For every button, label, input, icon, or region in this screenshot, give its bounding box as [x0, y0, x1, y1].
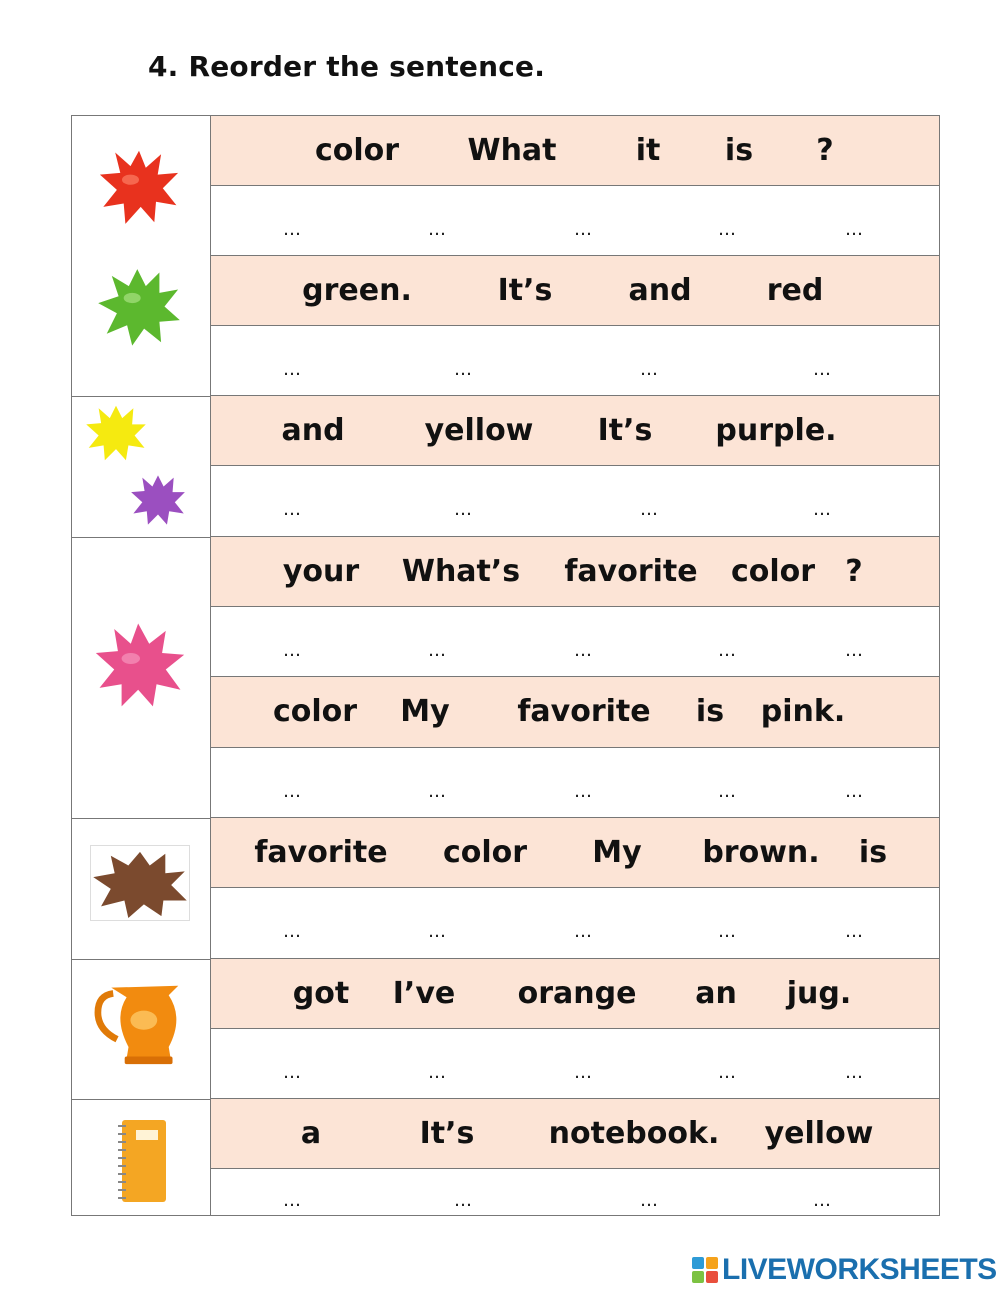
yellow-notebook-icon: [114, 1116, 170, 1206]
answer-blank[interactable]: …: [718, 1061, 736, 1083]
answer-row[interactable]: [211, 466, 939, 537]
answer-blank[interactable]: …: [845, 780, 863, 802]
word-token: It’s: [597, 412, 653, 448]
word-row: [211, 959, 939, 1029]
answer-blank[interactable]: …: [813, 498, 831, 520]
word-row: [211, 396, 939, 466]
answer-row[interactable]: [211, 186, 939, 256]
yellow-splash-icon: [82, 402, 150, 464]
answer-blank[interactable]: …: [283, 498, 301, 520]
pink-splash-icon: [94, 618, 186, 710]
word-row: [211, 256, 939, 326]
word-token: color: [272, 693, 358, 729]
answer-blank[interactable]: …: [574, 1061, 592, 1083]
word-row: [211, 537, 939, 607]
answer-blank[interactable]: …: [283, 920, 301, 942]
answer-blank[interactable]: …: [813, 358, 831, 380]
answer-blank[interactable]: …: [845, 639, 863, 661]
word-token: yellow: [764, 1115, 874, 1151]
word-row: [211, 1099, 939, 1169]
answer-blank[interactable]: …: [718, 920, 736, 942]
word-token: a: [300, 1115, 322, 1151]
green-splash-icon: [94, 264, 184, 349]
word-token: jug.: [786, 975, 852, 1011]
word-token: It’s: [497, 272, 553, 308]
logo-text: LIVEWORKSHEETS: [722, 1253, 997, 1286]
answer-blank[interactable]: …: [640, 1189, 658, 1211]
word-token: pink.: [760, 693, 846, 729]
answer-blank[interactable]: …: [428, 1061, 446, 1083]
answer-row[interactable]: [211, 1169, 939, 1215]
answer-blank[interactable]: …: [428, 780, 446, 802]
word-token: favorite: [564, 553, 698, 589]
word-row: [211, 677, 939, 748]
answer-blank[interactable]: …: [454, 498, 472, 520]
red-splash-icon: [94, 144, 184, 229]
answer-blank[interactable]: …: [640, 498, 658, 520]
word-token: It’s: [419, 1115, 475, 1151]
answer-blank[interactable]: …: [428, 218, 446, 240]
word-token: color: [314, 132, 400, 168]
answer-blank[interactable]: …: [283, 639, 301, 661]
answer-blank[interactable]: …: [283, 218, 301, 240]
answer-row[interactable]: [211, 888, 939, 959]
word-token: got: [292, 975, 350, 1011]
word-token: notebook.: [548, 1115, 720, 1151]
answer-blank[interactable]: …: [454, 1189, 472, 1211]
brown-splash-frame: [90, 845, 190, 921]
word-token: it: [635, 132, 661, 168]
word-token: brown.: [702, 834, 820, 870]
word-token: and: [281, 412, 345, 448]
word-token: is: [695, 693, 725, 729]
answer-blank[interactable]: …: [428, 639, 446, 661]
word-token: ?: [816, 132, 834, 168]
word-row: [211, 116, 939, 186]
answer-row[interactable]: [211, 1029, 939, 1099]
answer-row[interactable]: [211, 326, 939, 396]
word-token: your: [282, 553, 360, 589]
answer-blank[interactable]: …: [845, 1061, 863, 1083]
answer-blank[interactable]: …: [283, 358, 301, 380]
answer-row[interactable]: [211, 607, 939, 677]
word-token: I’ve: [392, 975, 456, 1011]
answer-blank[interactable]: …: [454, 358, 472, 380]
purple-splash-icon: [128, 472, 188, 528]
answer-row[interactable]: [211, 748, 939, 818]
word-token: is: [724, 132, 754, 168]
word-token: green.: [302, 272, 412, 308]
answer-blank[interactable]: …: [640, 358, 658, 380]
answer-blank[interactable]: …: [718, 218, 736, 240]
word-token: color: [442, 834, 528, 870]
word-token: My: [400, 693, 450, 729]
word-token: favorite: [517, 693, 651, 729]
word-token: What’s: [401, 553, 521, 589]
word-token: ?: [845, 553, 863, 589]
orange-jug-icon: [92, 980, 188, 1068]
answer-blank[interactable]: …: [813, 1189, 831, 1211]
answer-blank[interactable]: …: [428, 920, 446, 942]
brown-splash-icon: [91, 846, 189, 920]
answer-blank[interactable]: …: [574, 920, 592, 942]
word-token: orange: [517, 975, 637, 1011]
word-token: is: [858, 834, 888, 870]
answer-blank[interactable]: …: [845, 920, 863, 942]
word-token: purple.: [715, 412, 837, 448]
word-token: color: [730, 553, 816, 589]
answer-blank[interactable]: …: [283, 1061, 301, 1083]
answer-blank[interactable]: …: [574, 780, 592, 802]
word-token: and: [628, 272, 692, 308]
word-token: My: [592, 834, 642, 870]
word-row: [211, 818, 939, 888]
exercise-table: [71, 115, 940, 1216]
word-token: red: [766, 272, 824, 308]
word-token: favorite: [254, 834, 388, 870]
answer-blank[interactable]: …: [574, 218, 592, 240]
answer-blank[interactable]: …: [283, 1189, 301, 1211]
answer-blank[interactable]: …: [574, 639, 592, 661]
answer-blank[interactable]: …: [845, 218, 863, 240]
answer-blank[interactable]: …: [718, 780, 736, 802]
answer-blank[interactable]: …: [718, 639, 736, 661]
answer-blank[interactable]: …: [283, 780, 301, 802]
word-token: an: [695, 975, 737, 1011]
logo-mark-icon: [692, 1257, 718, 1283]
word-token: What: [467, 132, 557, 168]
word-token: yellow: [424, 412, 534, 448]
liveworksheets-logo: [692, 1250, 997, 1290]
exercise-title: 4. Reorder the sentence.: [148, 50, 546, 83]
